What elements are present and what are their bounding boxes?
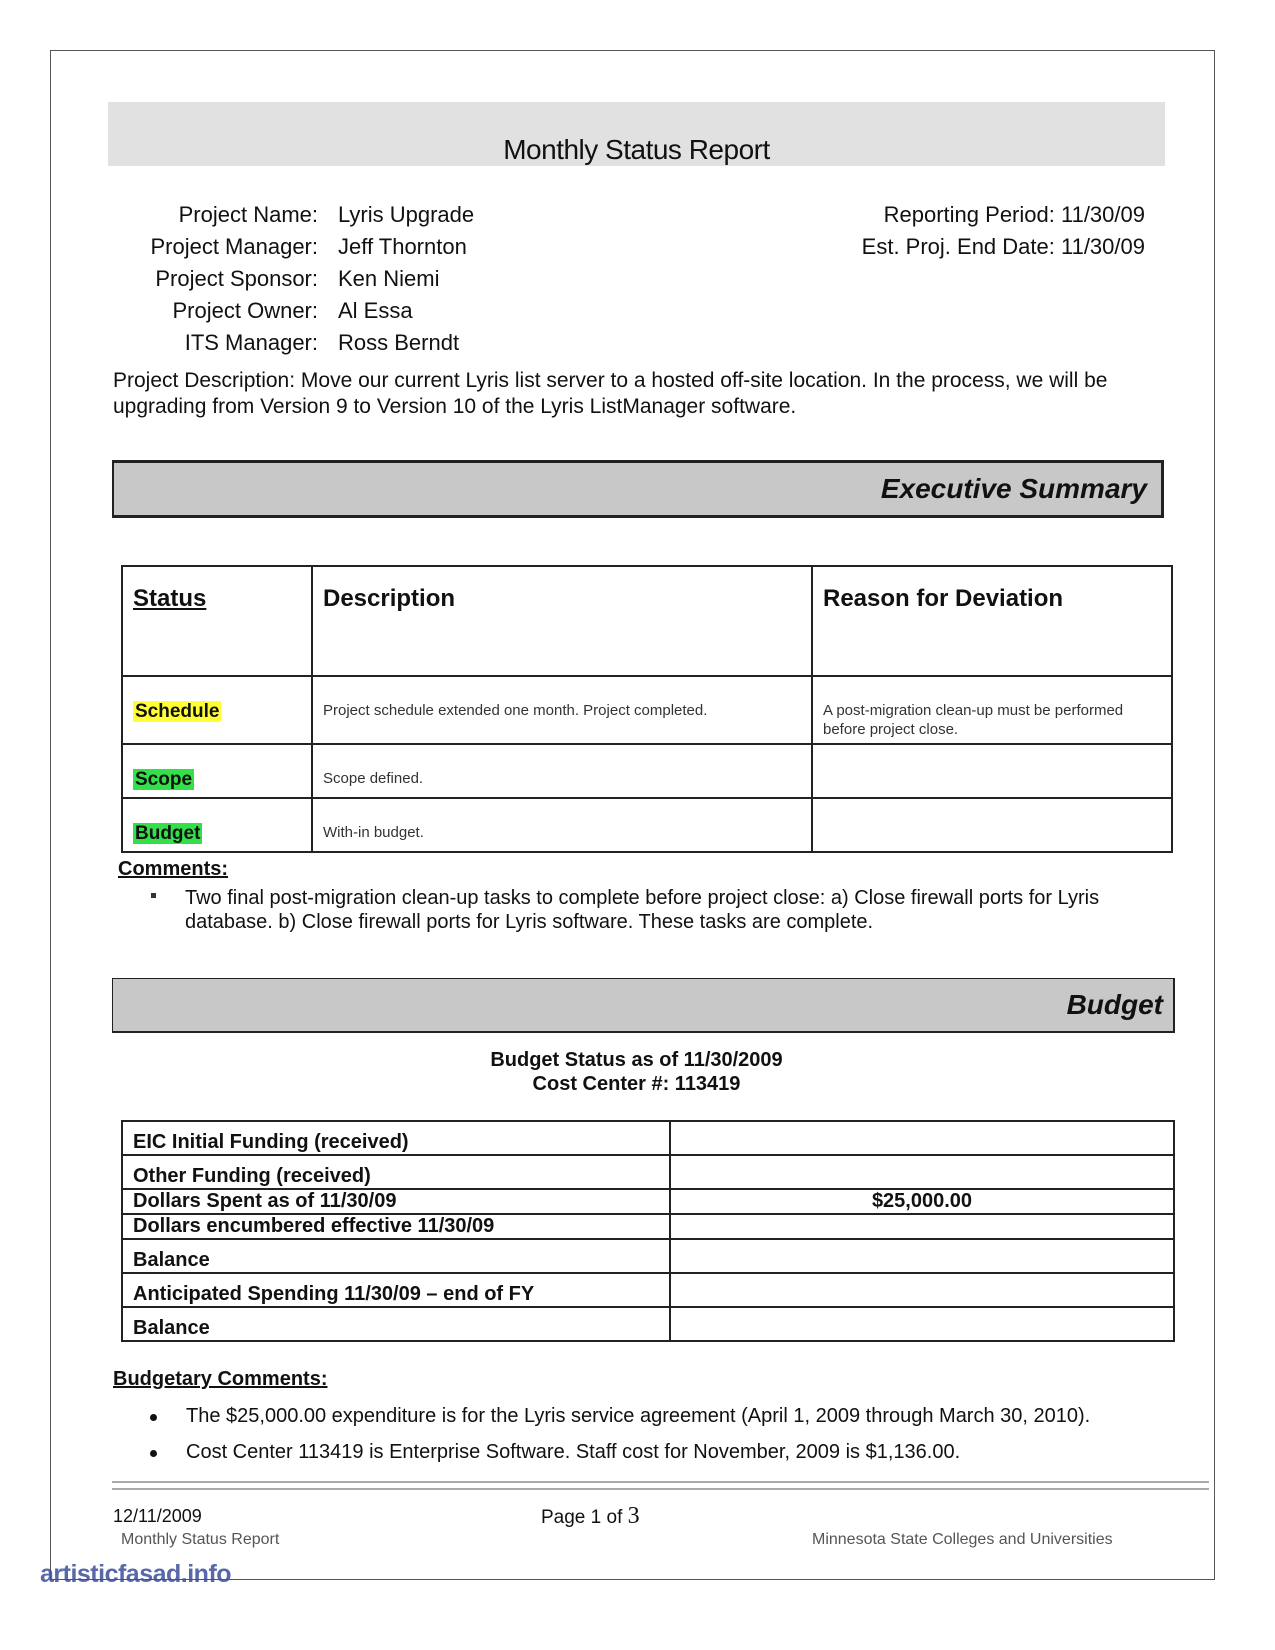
bullet-dot-icon (150, 1450, 157, 1457)
budget-comment: Cost Center 113419 is Enterprise Software. Staff cost for November, 2009 is $1,136.00. (186, 1441, 961, 1463)
budget-row-value (670, 1307, 1174, 1341)
project-manager-label: Project Manager: (150, 234, 318, 259)
budget-row-label: EIC Initial Funding (received) (122, 1121, 670, 1155)
budget-status-line: Budget Status as of 11/30/2009 (490, 1049, 783, 1071)
table-row (122, 676, 1172, 744)
status-badge-schedule: Schedule (135, 701, 220, 722)
project-description (113, 368, 1163, 420)
status-table-header (122, 566, 1172, 676)
its-manager-label: ITS Manager: (184, 330, 318, 355)
budget-row-value (670, 1155, 1174, 1189)
end-date-label: Est. Proj. End Date: (861, 234, 1055, 259)
comment-item: Two final post-migration clean-up tasks to complete before project close: a) Close firewall ports for Lyris database. b) Close firewall ports for Lyris software. These tasks are complete. (185, 887, 1100, 933)
reason-cell (812, 798, 1172, 852)
table-row (122, 1273, 1174, 1307)
budget-row-label: Other Funding (received) (122, 1155, 670, 1189)
comments-heading: Comments: (118, 858, 229, 880)
project-manager-value: Jeff Thornton (338, 234, 467, 259)
status-cell (122, 744, 312, 798)
table-row (122, 1189, 1174, 1214)
status-cell (122, 676, 312, 744)
budgetary-comments-heading: Budgetary Comments: (113, 1368, 328, 1390)
budget-row-label: Anticipated Spending 11/30/09 – end of FY (122, 1273, 670, 1307)
table-row (122, 1155, 1174, 1189)
end-date (862, 234, 1145, 260)
status-cell (122, 798, 312, 852)
bullet-square-icon (151, 893, 156, 898)
page-title: Monthly Status Report (503, 134, 770, 165)
budget-comment: The $25,000.00 expenditure is for the Lyris service agreement (April 1, 2009 through March 30, 2010). (186, 1405, 1091, 1427)
budget-row-value (670, 1273, 1174, 1307)
page-number-prefix: Page 1 of (541, 1507, 628, 1528)
budget-row-value (670, 1239, 1174, 1273)
reporting-period-value: 11/30/09 (1060, 202, 1145, 227)
footer-date: 12/11/2009 (113, 1506, 202, 1526)
footer-organization: Minnesota State Colleges and Universities (812, 1531, 1113, 1548)
end-date-value: 11/30/09 (1060, 234, 1145, 259)
executive-summary-heading: Executive Summary (112, 460, 1164, 518)
reason-cell (812, 744, 1172, 798)
project-description-text: Move our current Lyris list server to a hosted off-site location. In the process, we will be upgrading from Version 9 to Version 10 of the Lyris ListManager software. (113, 369, 1108, 418)
table-row (122, 798, 1172, 852)
reporting-period (884, 202, 1145, 228)
footer-divider (112, 1481, 1209, 1490)
table-row (122, 1214, 1174, 1239)
column-header-reason: Reason for Deviation (812, 566, 1172, 676)
project-owner-value: Al Essa (338, 298, 413, 323)
budget-row-value (670, 1121, 1174, 1155)
project-description-label: Project Description: (113, 369, 296, 392)
status-table (121, 565, 1173, 853)
table-row (122, 1239, 1174, 1273)
table-row (122, 1121, 1174, 1155)
status-badge-budget: Budget (135, 823, 201, 844)
description-cell: Project schedule extended one month. Project completed. (312, 676, 812, 744)
project-name-label: Project Name: (178, 202, 318, 227)
status-badge-scope: Scope (135, 769, 193, 790)
its-manager-value: Ross Berndt (338, 330, 460, 355)
budget-row-value (670, 1214, 1174, 1239)
table-row (122, 744, 1172, 798)
budget-row-label: Balance (122, 1239, 670, 1273)
description-cell: With-in budget. (312, 798, 812, 852)
budget-heading: Budget (112, 978, 1175, 1033)
cost-center-line: Cost Center #: 113419 (532, 1073, 741, 1095)
budget-row-label: Balance (122, 1307, 670, 1341)
description-cell: Scope defined. (312, 744, 812, 798)
reporting-period-label: Reporting Period: (883, 202, 1055, 227)
column-header-description: Description (312, 566, 812, 676)
footer-doc-name: Monthly Status Report (121, 1531, 280, 1548)
budget-table (121, 1120, 1175, 1342)
project-sponsor-value: Ken Niemi (338, 266, 440, 291)
project-name-value: Lyris Upgrade (338, 202, 475, 227)
bullet-dot-icon (150, 1414, 157, 1421)
budget-row-label: Dollars Spent as of 11/30/09 (122, 1189, 670, 1214)
budget-row-value: $25,000.00 (670, 1189, 1174, 1214)
column-header-status: Status (122, 566, 312, 676)
project-sponsor-label: Project Sponsor: (155, 266, 318, 291)
page-number (541, 1503, 640, 1530)
watermark-text: artisticfasad.info (40, 1560, 232, 1588)
budget-row-label: Dollars encumbered effective 11/30/09 (122, 1214, 670, 1239)
table-row (122, 1307, 1174, 1341)
reason-cell: A post-migration clean-up must be performed before project close. (812, 676, 1172, 744)
page-number-total: 3 (627, 1503, 640, 1529)
project-owner-label: Project Owner: (172, 298, 318, 323)
